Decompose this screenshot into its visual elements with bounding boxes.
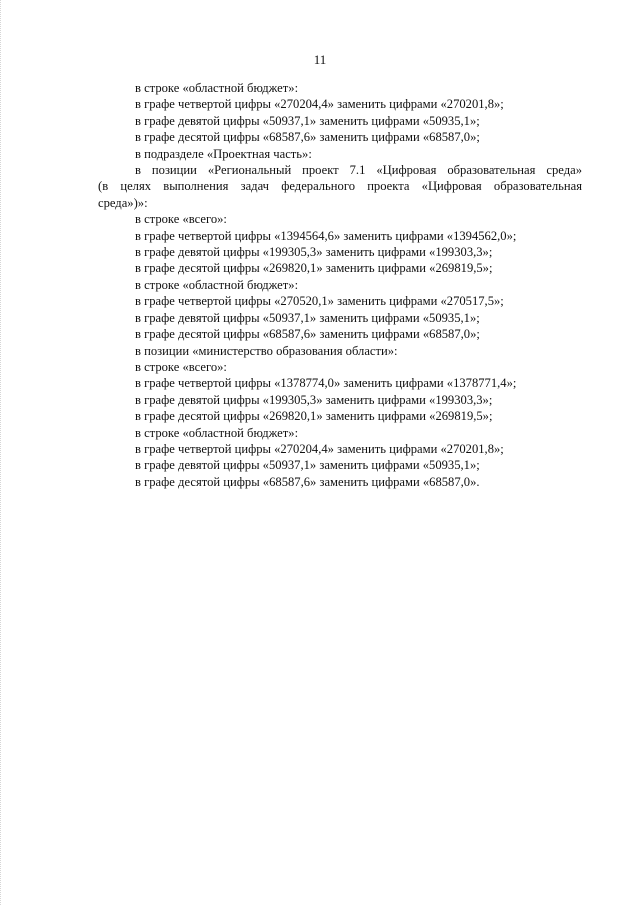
text-line: в графе девятой цифры «199305,3» заменить цифрами «199303,3»; [135, 245, 493, 260]
text-line: в графе четвертой цифры «270204,4» заменить цифрами «270201,8»; [135, 97, 504, 112]
text-line: в графе четвертой цифры «270520,1» заменить цифрами «270517,5»; [135, 294, 504, 309]
text-line: в строке «всего»: [135, 359, 227, 374]
text-line: в позиции «Региональный проект 7.1 «Цифровая образовательная среда» [135, 163, 582, 178]
text-line: в графе десятой цифры «68587,6» заменить цифрами «68587,0»; [135, 327, 480, 342]
text-line: в графе девятой цифры «50937,1» заменить цифрами «50935,1»; [135, 310, 480, 325]
text-line: в графе четвертой цифры «1378774,0» заменить цифрами «1378771,4»; [135, 376, 517, 391]
text-line: в графе четвертой цифры «270204,4» заменить цифрами «270201,8»; [135, 441, 504, 456]
text-line: в позиции «министерство образования области»: [135, 343, 398, 358]
text-line: в графе девятой цифры «50937,1» заменить цифрами «50935,1»; [135, 458, 480, 473]
text-line: в графе девятой цифры «50937,1» заменить цифрами «50935,1»; [135, 113, 480, 128]
text-line: в графе десятой цифры «269820,1» заменить цифрами «269819,5»; [135, 409, 493, 424]
text-line: в графе десятой цифры «269820,1» заменить цифрами «269819,5»; [135, 261, 493, 276]
text-line: (в целях выполнения задач федерального проекта «Цифровая образовательная [98, 179, 582, 194]
text-line: в графе десятой цифры «68587,6» заменить цифрами «68587,0». [135, 474, 480, 489]
text-line: в строке «областной бюджет»: [135, 425, 299, 440]
text-line: в графе десятой цифры «68587,6» заменить цифрами «68587,0»; [135, 130, 480, 145]
text-line: в подразделе «Проектная часть»: [135, 146, 312, 161]
text-line: среда»)»: [98, 195, 148, 210]
text-line: в строке «областной бюджет»: [135, 81, 299, 95]
text-line: в графе девятой цифры «199305,3» заменить цифрами «199303,3»; [135, 392, 493, 407]
page-number: 11 [313, 52, 327, 67]
amendment-text [98, 80, 582, 490]
text-line: в строке «всего»: [135, 212, 227, 227]
text-line: в графе четвертой цифры «1394564,6» заменить цифрами «1394562,0»; [135, 228, 517, 243]
scan-edge [0, 0, 2, 905]
text-line: в строке «областной бюджет»: [135, 277, 299, 292]
